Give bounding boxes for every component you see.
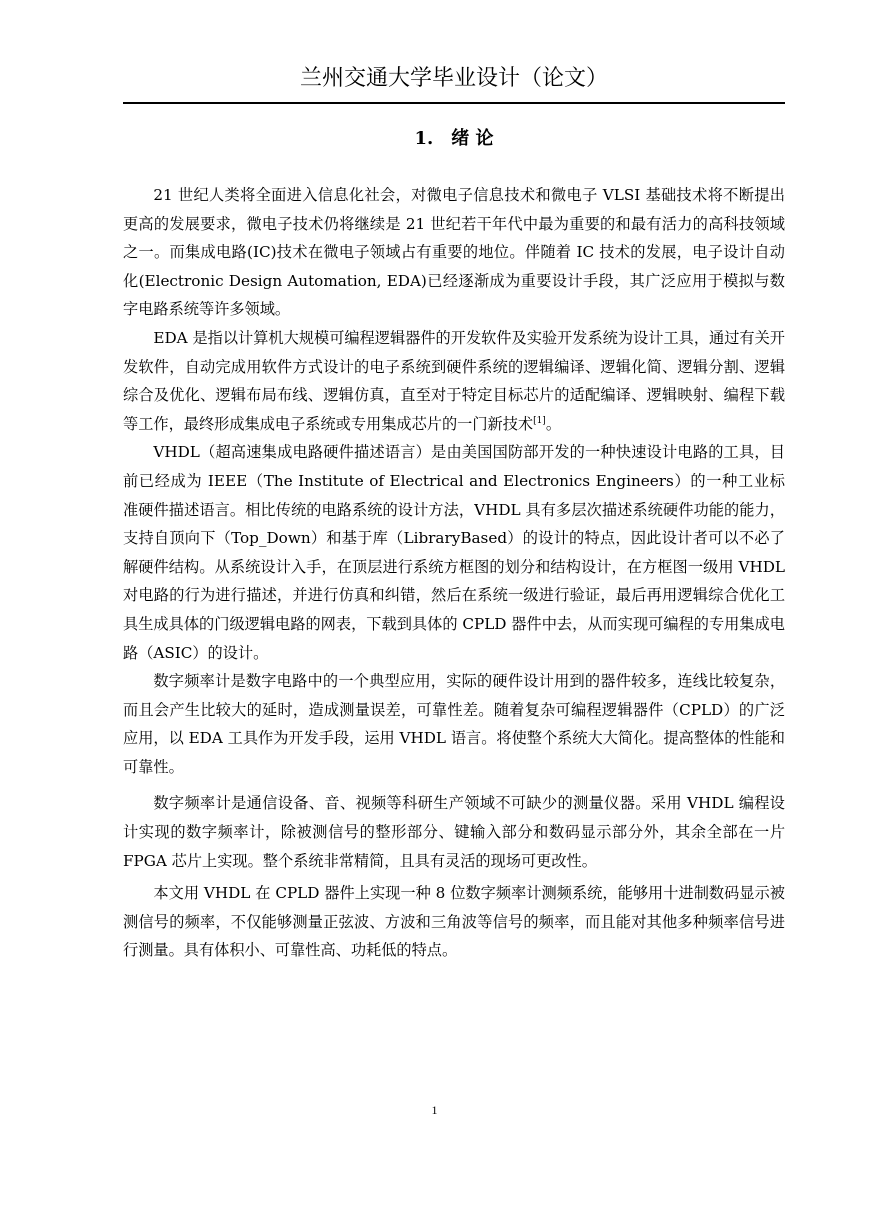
chapter-number: 1.: [414, 128, 434, 149]
citation-marker: [1]: [533, 415, 546, 426]
paragraph-text: EDA 是指以计算机大规模可编程逻辑器件的开发软件及实验开发系统为设计工具，通过有关开发软件，自动完成用软件方式设计的电子系统到硬件系统的逻辑编译、逻辑化简、逻辑分割、逻辑综合及优化、逻辑布局布线、逻辑仿真，直至对于特定目标芯片的适配编译、逻辑映射、编程下载等工作，最终形成集成电子系统或专用集成芯片的一门新技术: [123, 328, 785, 433]
paragraph: [123, 324, 785, 438]
paragraph: 数字频率计是通信设备、音、视频等科研生产领域不可缺少的测量仪器。采用 VHDL 编程设计实现的数字频率计，除被测信号的整形部分、键输入部分和数码显示部分外，其余全部在一片 FPGA 芯片上实现。整个系统非常精简，且具有灵活的现场可更改性。: [123, 794, 785, 870]
chapter-title: 绪 论: [451, 128, 494, 149]
running-header: 兰州交通大学毕业设计（论文）: [299, 66, 608, 91]
header-divider: [123, 102, 785, 104]
body-text: [123, 181, 785, 965]
paragraph: 本文用 VHDL 在 CPLD 器件上实现一种 8 位数字频率计测频系统，能够用十进制数码显示被测信号的频率，不仅能够测量正弦波、方波和三角波等信号的频率，而且能对其他多种频率信号进行测量。具有体积小、可靠性高、功耗低的特点。: [123, 884, 785, 960]
paragraph: 数字频率计是数字电路中的一个典型应用，实际的硬件设计用到的器件较多，连线比较复杂，而且会产生比较大的延时，造成测量误差，可靠性差。随着复杂可编程逻辑器件（CPLD）的广泛应用，以 EDA 工具作为开发手段，运用 VHDL 语言。将使整个系统大大简化。提高整体的性能和可靠性。: [123, 672, 785, 776]
paragraph: 21 世纪人类将全面进入信息化社会，对微电子信息技术和微电子 VLSI 基础技术将不断提出更高的发展要求，微电子技术仍将继续是 21 世纪若干年代中最为重要的和最有活力的高科技领域之一。而集成电路(IC)技术在微电子领域占有重要的地位。伴随着 IC 技术的发展，电子设计自动化(Electronic Design Automation, EDA)已经逐渐成为重要设计手段，其广泛应用于模拟与数字电路系统等许多领域。: [123, 186, 785, 319]
paragraph-end: 。: [545, 414, 561, 433]
paragraph: VHDL（超高速集成电路硬件描述语言）是由美国国防部开发的一种快速设计电路的工具，目前已经成为 IEEE（The Institute of Electrical and Electronics Engineers）的一种工业标准硬件描述语言。相比传统的电路系统的设计方法，VHDL 具有多层次描述系统硬件功能的能力，支持自顶向下（Top_Down）和基于库（LibraryBased）的设计的特点，因此设计者可以不必了解硬件结构。从系统设计入手，在顶层进行系统方框图的划分和结构设计，在方框图一级用 VHDL 对电路的行为进行描述，并进行仿真和纠错，然后在系统一级进行验证，最后再用逻辑综合优化工具生成具体的门级逻辑电路的网表，下载到具体的 CPLD 器件中去，从而实现可编程的专用集成电路（ASIC）的设计。: [123, 443, 785, 662]
chapter-heading: [123, 124, 785, 154]
page-number: 1: [431, 1103, 438, 1117]
